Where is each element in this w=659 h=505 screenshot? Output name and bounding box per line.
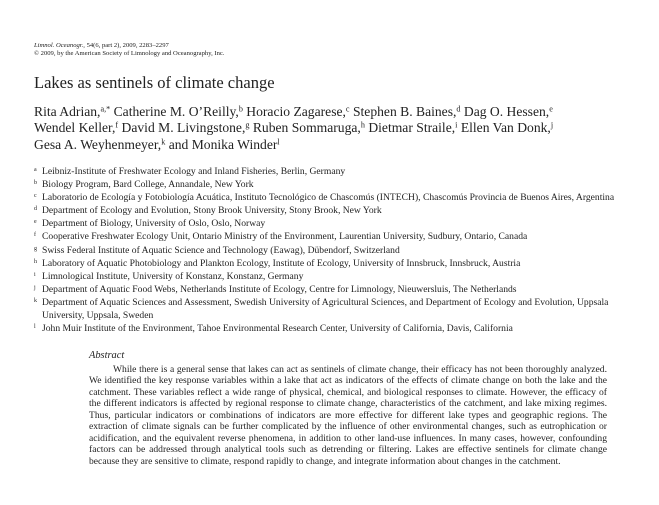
journal-name: Limnol. Oceanogr., [34, 42, 85, 49]
author-mark: f [115, 120, 119, 130]
author-list [34, 104, 654, 153]
author-name: and Monika Winder [165, 136, 278, 152]
affiliation-item: f Cooperative Freshwater Ecology Unit, Ontario Ministry of the Environment, Laurentian University, Sudbury, Ontario, Canada [34, 231, 528, 243]
affiliation-text: Department of Biology, University of Oslo, Oslo, Norway [42, 218, 266, 230]
abstract-heading: Abstract [89, 350, 125, 361]
affiliation-text: Leibniz-Institute of Freshwater Ecology and Inland Fisheries, Berlin, Germany [42, 166, 346, 177]
author-mark: l [277, 137, 280, 147]
author-name: Gesa A. Weyhenmeyer, [34, 136, 162, 152]
affiliation-text: Swiss Federal Institute of Aquatic Science and Technology (Eawag), Dübendorf, Switzerland [42, 244, 400, 256]
affiliation-text: Laboratorio de Ecología y Fotobiología Acuática, Instituto Tecnológico de Chascomús (INTECH), Chascomús Provincia de Buenos Aires, Argentina [42, 192, 615, 204]
affiliation-list [34, 165, 649, 335]
affiliation-item: a Leibniz-Institute of Freshwater Ecology and Inland Fisheries, Berlin, Germany [34, 166, 346, 177]
author-name: Wendel Keller, [34, 120, 116, 136]
author-name: Dag O. Hessen, [460, 104, 550, 119]
author-mark: a,* [100, 104, 111, 114]
affiliation-text: Department of Aquatic Food Webs, Netherlands Institute of Ecology, Centre for Limnology, Nieuwersluis, The Netherlands [42, 283, 517, 295]
affiliation-text: Cooperative Freshwater Ecology Unit, Ontario Ministry of the Environment, Laurentian University, Sudbury, Ontario, Canada [42, 231, 528, 243]
author-name: Rita Adrian, [34, 104, 101, 119]
affiliation-item: h Laboratory of Aquatic Photobiology and Plankton Ecology, Institute of Ecology, University of Innsbruck, Innsbruck, Austria [34, 257, 521, 269]
abstract-text: While there is a general sense that lakes can act as sentinels of climate change, their efficacy has not been thoroughly analyzed. We identified the key response variables within a lake that act as indicators of the effects of climate change on both the lake and the catchment. These variables reflect a wide range of physical, chemical, and biological responses to climate. However, the efficacy of the different indicators is affected by regional response to climate change, characteristics of the catchment, and lake mixing regimes. Thus, particular indicators or combinations of indicators are more effective for different lake types and geographic regions. The extraction of climate signals can be further complicated by the influence of other environmental changes, such as eutrophication or acidification, and the equivalent reverse phenomena, in addition to other land-use influences. In many cases, however, confounding factors can be addressed through analytical tools such as detrending or filtering. Lakes are effective sentinels for climate change because they are sensitive to climate, respond rapidly to change, and integrate information about changes in the catchment. [89, 363, 607, 467]
author-mark: k [161, 137, 166, 147]
affiliation-item: d Department of Ecology and Evolution, Stony Brook University, Stony Brook, New York [34, 205, 382, 217]
author-line [34, 120, 654, 136]
affiliation-text: John Muir Institute of the Environment, Tahoe Environmental Research Center, University of California, Davis, California [42, 323, 513, 335]
abstract-section [89, 350, 607, 467]
affiliation-item: b Biology Program, Bard College, Annandale, New York [34, 179, 254, 191]
citation-line [34, 42, 224, 50]
author-line [34, 137, 654, 153]
affiliation-text: Department of Aquatic Sciences and Assessment, Swedish University of Agricultural Sciences, and Department of Ecology and Evolution, Uppsala University, Uppsala, Sweden [42, 296, 609, 322]
author-mark: e [549, 104, 553, 114]
author-name: Stephen B. Baines, [349, 104, 457, 119]
affiliation-item: e Department of Biology, University of Oslo, Oslo, Norway [34, 218, 266, 230]
affiliation-item: l John Muir Institute of the Environment, Tahoe Environmental Research Center, University of California, Davis, California [34, 323, 513, 335]
affiliation-item: g Swiss Federal Institute of Aquatic Science and Technology (Eawag), Dübendorf, Switzerland [34, 244, 400, 256]
author-name: David M. Livingstone, [118, 120, 246, 136]
author-mark: g [245, 120, 250, 130]
journal-citation [34, 42, 224, 57]
affiliation-text: Limnological Institute, University of Konstanz, Konstanz, Germany [42, 270, 304, 282]
affiliation-item: k Department of Aquatic Sciences and Assessment, Swedish University of Agricultural Sciences, and Department of Ecology and Evolution, Uppsala University, Uppsala, Sweden [34, 296, 609, 322]
author-name: Catherine M. O’Reilly, [110, 104, 239, 119]
author-name: Ruben Sommaruga, [249, 120, 361, 136]
author-name: Horacio Zagarese, [242, 104, 346, 119]
affiliation-text: Biology Program, Bard College, Annandale, New York [42, 179, 254, 191]
affiliation-item: j Department of Aquatic Food Webs, Netherlands Institute of Ecology, Centre for Limnology, Nieuwersluis, The Netherlands [34, 283, 517, 295]
author-mark: h [360, 120, 365, 130]
journal-volume-pages: 54(6, part 2), 2009, 2283–2297 [84, 42, 169, 49]
author-name: Ellen Van Donk, [457, 120, 551, 136]
affiliation-text: Department of Ecology and Evolution, Stony Brook University, Stony Brook, New York [42, 205, 382, 217]
author-mark: c [345, 104, 350, 114]
affiliation-item: i Limnological Institute, University of Konstanz, Konstanz, Germany [34, 270, 304, 282]
author-mark: b [238, 104, 243, 114]
paper-title: Lakes as sentinels of climate change [34, 73, 275, 92]
author-mark: j [550, 120, 554, 130]
copyright-line: © 2009, by the American Society of Limnology and Oceanography, Inc. [34, 49, 225, 57]
author-mark: i [455, 120, 458, 130]
affiliation-text: Laboratory of Aquatic Photobiology and Plankton Ecology, Institute of Ecology, University of Innsbruck, Innsbruck, Austria [42, 257, 521, 269]
author-line [34, 104, 654, 120]
author-name: Dietmar Straile, [364, 120, 456, 136]
author-mark: d [456, 104, 461, 114]
affiliation-item: c Laboratorio de Ecología y Fotobiología Acuática, Instituto Tecnológico de Chascomús (INTECH), Chascomús Provincia de Buenos Aires, Argentina [34, 192, 615, 204]
